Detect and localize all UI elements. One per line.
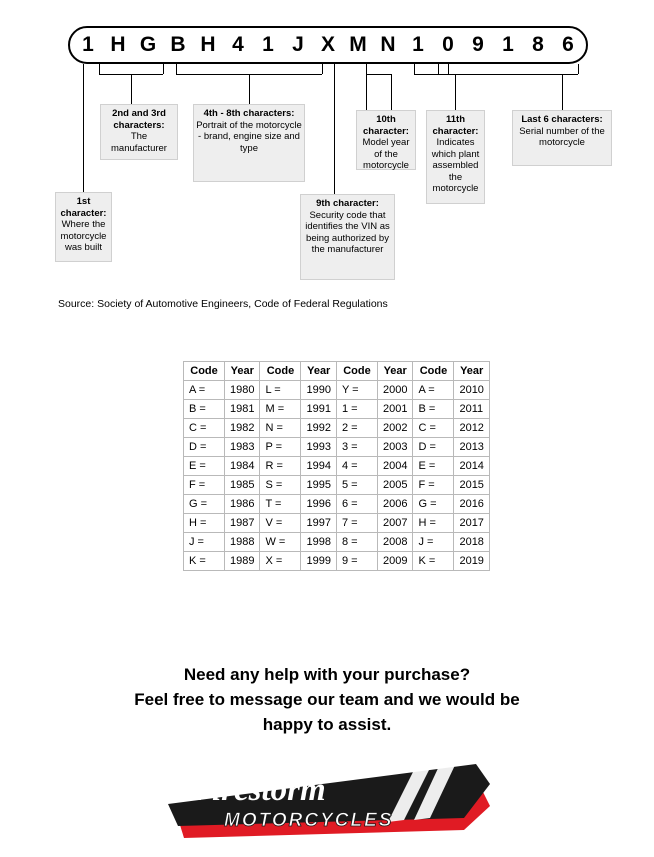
callout-body: Indicates which plant assembled the motorcycle — [431, 137, 480, 194]
cell-code: 8 = — [336, 533, 377, 552]
cell-code: J = — [413, 533, 454, 552]
cell-year: 1989 — [225, 552, 260, 571]
leader-line — [562, 74, 563, 110]
table-row — [184, 552, 490, 571]
cell-year: 2001 — [377, 400, 412, 419]
vin-number-display — [68, 26, 588, 64]
cell-year: 1987 — [225, 514, 260, 533]
cell-code: C = — [184, 419, 225, 438]
cell-year: 1981 — [225, 400, 260, 419]
callout-plant — [426, 110, 485, 204]
cell-year: 1992 — [301, 419, 336, 438]
cell-code: M = — [260, 400, 301, 419]
cell-year: 1993 — [301, 438, 336, 457]
cell-year: 1996 — [301, 495, 336, 514]
cell-year: 1995 — [301, 476, 336, 495]
cell-year: 2018 — [454, 533, 489, 552]
cell-code: J = — [184, 533, 225, 552]
table-row — [184, 381, 490, 400]
cell-year: 2009 — [377, 552, 412, 571]
leader-line — [366, 64, 367, 74]
vin-char: 6 — [562, 33, 574, 56]
leader-line — [448, 74, 578, 75]
cell-code: X = — [260, 552, 301, 571]
vin-char: 1 — [82, 33, 94, 56]
vin-char: N — [380, 33, 396, 56]
leader-line — [176, 64, 177, 74]
vin-char: 1 — [412, 33, 424, 56]
leader-line — [455, 74, 456, 110]
cell-code: A = — [184, 381, 225, 400]
vin-diagram — [0, 0, 654, 300]
cell-code: R = — [260, 457, 301, 476]
column-header: Code — [260, 362, 301, 381]
table-row — [184, 419, 490, 438]
cell-code: E = — [184, 457, 225, 476]
table-row — [184, 400, 490, 419]
vin-char: 9 — [472, 33, 484, 56]
column-header: Code — [336, 362, 377, 381]
vin-char: 1 — [502, 33, 514, 56]
cell-year: 1980 — [225, 381, 260, 400]
cell-code: G = — [413, 495, 454, 514]
leader-line — [249, 74, 250, 104]
callout-body: Serial number of the motorcycle — [519, 125, 605, 148]
cell-year: 1982 — [225, 419, 260, 438]
cell-year: 2011 — [454, 400, 489, 419]
cell-code: D = — [184, 438, 225, 457]
column-header: Year — [454, 362, 489, 381]
leader-line — [334, 74, 335, 194]
callout-portrait — [193, 104, 305, 182]
leader-line — [414, 64, 415, 74]
cell-year: 2014 — [454, 457, 489, 476]
leader-line — [131, 74, 132, 104]
callout-body: The manufacturer — [111, 131, 167, 154]
table-row — [184, 495, 490, 514]
cell-year: 2005 — [377, 476, 412, 495]
callout-title: 9th character: — [316, 198, 379, 209]
help-line-3: happy to assist. — [262, 715, 392, 734]
table-row — [184, 533, 490, 552]
firestorm-motorcycles-logo — [164, 760, 494, 842]
cell-year: 1984 — [225, 457, 260, 476]
table-header-row — [184, 362, 490, 381]
logo-primary-text: Firestorm — [190, 772, 326, 808]
callout-body: Portrait of the motorcycle - brand, engine size and type — [196, 119, 302, 154]
cell-code: W = — [260, 533, 301, 552]
logo-icon — [164, 760, 494, 842]
cell-code: 1 = — [336, 400, 377, 419]
vin-char: J — [292, 33, 304, 56]
vin-char: B — [170, 33, 186, 56]
cell-year: 2012 — [454, 419, 489, 438]
leader-line — [366, 74, 367, 110]
leader-line — [438, 64, 439, 74]
cell-year: 1991 — [301, 400, 336, 419]
cell-code: A = — [413, 381, 454, 400]
help-message — [0, 662, 654, 737]
cell-code: F = — [184, 476, 225, 495]
cell-code: Y = — [336, 381, 377, 400]
callout-body: Where the motorcycle was built — [60, 219, 107, 253]
leader-line — [163, 64, 164, 74]
year-code-table — [183, 361, 490, 571]
cell-code: L = — [260, 381, 301, 400]
cell-code: F = — [413, 476, 454, 495]
cell-code: E = — [413, 457, 454, 476]
cell-year: 1983 — [225, 438, 260, 457]
cell-code: B = — [413, 400, 454, 419]
leader-line — [414, 74, 438, 75]
leader-line — [448, 64, 449, 74]
callout-title: Last 6 characters: — [521, 114, 603, 125]
table-row — [184, 514, 490, 533]
vin-char: 8 — [532, 33, 544, 56]
column-header: Year — [377, 362, 412, 381]
source-note: Source: Society of Automotive Engineers, Code of Federal Regulations — [58, 298, 388, 310]
vin-char: H — [110, 33, 126, 56]
cell-year: 1999 — [301, 552, 336, 571]
cell-year: 1988 — [225, 533, 260, 552]
column-header: Code — [413, 362, 454, 381]
leader-line — [99, 64, 100, 74]
cell-code: H = — [413, 514, 454, 533]
callout-security-code — [300, 194, 395, 280]
vin-char: M — [349, 33, 367, 56]
callout-title: 4th - 8th characters: — [203, 108, 295, 119]
vin-char: 1 — [262, 33, 274, 56]
cell-code: G = — [184, 495, 225, 514]
callout-model-year — [356, 110, 416, 170]
cell-year: 2006 — [377, 495, 412, 514]
cell-code: B = — [184, 400, 225, 419]
cell-code: N = — [260, 419, 301, 438]
cell-year: 1985 — [225, 476, 260, 495]
callout-title: 10th character: — [363, 114, 409, 137]
help-line-1: Need any help with your purchase? — [183, 665, 471, 684]
leader-line — [391, 74, 392, 110]
cell-code: S = — [260, 476, 301, 495]
cell-year: 1990 — [301, 381, 336, 400]
cell-code: D = — [413, 438, 454, 457]
callout-body: Model year of the motorcycle — [362, 137, 410, 171]
cell-year: 2010 — [454, 381, 489, 400]
leader-line — [83, 64, 84, 74]
leader-line — [578, 64, 579, 74]
logo-secondary-text: MOTORCYCLES — [224, 810, 394, 831]
cell-year: 2016 — [454, 495, 489, 514]
column-header: Code — [184, 362, 225, 381]
year-code-table-wrapper — [183, 361, 490, 571]
leader-line — [366, 74, 391, 75]
cell-code: 9 = — [336, 552, 377, 571]
cell-code: V = — [260, 514, 301, 533]
cell-code: K = — [184, 552, 225, 571]
table-body — [184, 381, 490, 571]
callout-body: Security code that identifies the VIN as being authorized by the manufacturer — [305, 209, 390, 255]
cell-year: 2003 — [377, 438, 412, 457]
cell-year: 2013 — [454, 438, 489, 457]
cell-year: 2017 — [454, 514, 489, 533]
cell-year: 2008 — [377, 533, 412, 552]
help-line-2: Feel free to message our team and we would be — [134, 690, 520, 709]
cell-year: 2004 — [377, 457, 412, 476]
cell-code: H = — [184, 514, 225, 533]
table-row — [184, 476, 490, 495]
vin-char: G — [139, 33, 157, 56]
cell-code: P = — [260, 438, 301, 457]
cell-year: 1986 — [225, 495, 260, 514]
cell-year: 2002 — [377, 419, 412, 438]
column-header: Year — [301, 362, 336, 381]
cell-code: 2 = — [336, 419, 377, 438]
cell-code: 7 = — [336, 514, 377, 533]
cell-code: 6 = — [336, 495, 377, 514]
leader-line — [334, 64, 335, 74]
cell-code: K = — [413, 552, 454, 571]
callout-serial-number — [512, 110, 612, 166]
leader-line — [322, 64, 323, 74]
callout-first-character — [55, 192, 112, 262]
cell-year: 1997 — [301, 514, 336, 533]
callout-title: 1st character: — [60, 196, 107, 219]
table-row — [184, 438, 490, 457]
callout-manufacturer — [100, 104, 178, 160]
leader-line — [83, 74, 84, 192]
cell-code: 4 = — [336, 457, 377, 476]
table-row — [184, 457, 490, 476]
cell-code: T = — [260, 495, 301, 514]
vin-char: H — [200, 33, 216, 56]
vin-char: 0 — [442, 33, 454, 56]
cell-year: 2000 — [377, 381, 412, 400]
cell-year: 2015 — [454, 476, 489, 495]
cell-code: 5 = — [336, 476, 377, 495]
vin-char: X — [320, 33, 335, 56]
callout-title: 11th character: — [432, 114, 479, 137]
cell-year: 1998 — [301, 533, 336, 552]
vin-char: 4 — [232, 33, 244, 56]
cell-year: 2019 — [454, 552, 489, 571]
cell-year: 1994 — [301, 457, 336, 476]
column-header: Year — [225, 362, 260, 381]
cell-year: 2007 — [377, 514, 412, 533]
cell-code: C = — [413, 419, 454, 438]
callout-title: 2nd and 3rd characters: — [112, 108, 166, 131]
cell-code: 3 = — [336, 438, 377, 457]
